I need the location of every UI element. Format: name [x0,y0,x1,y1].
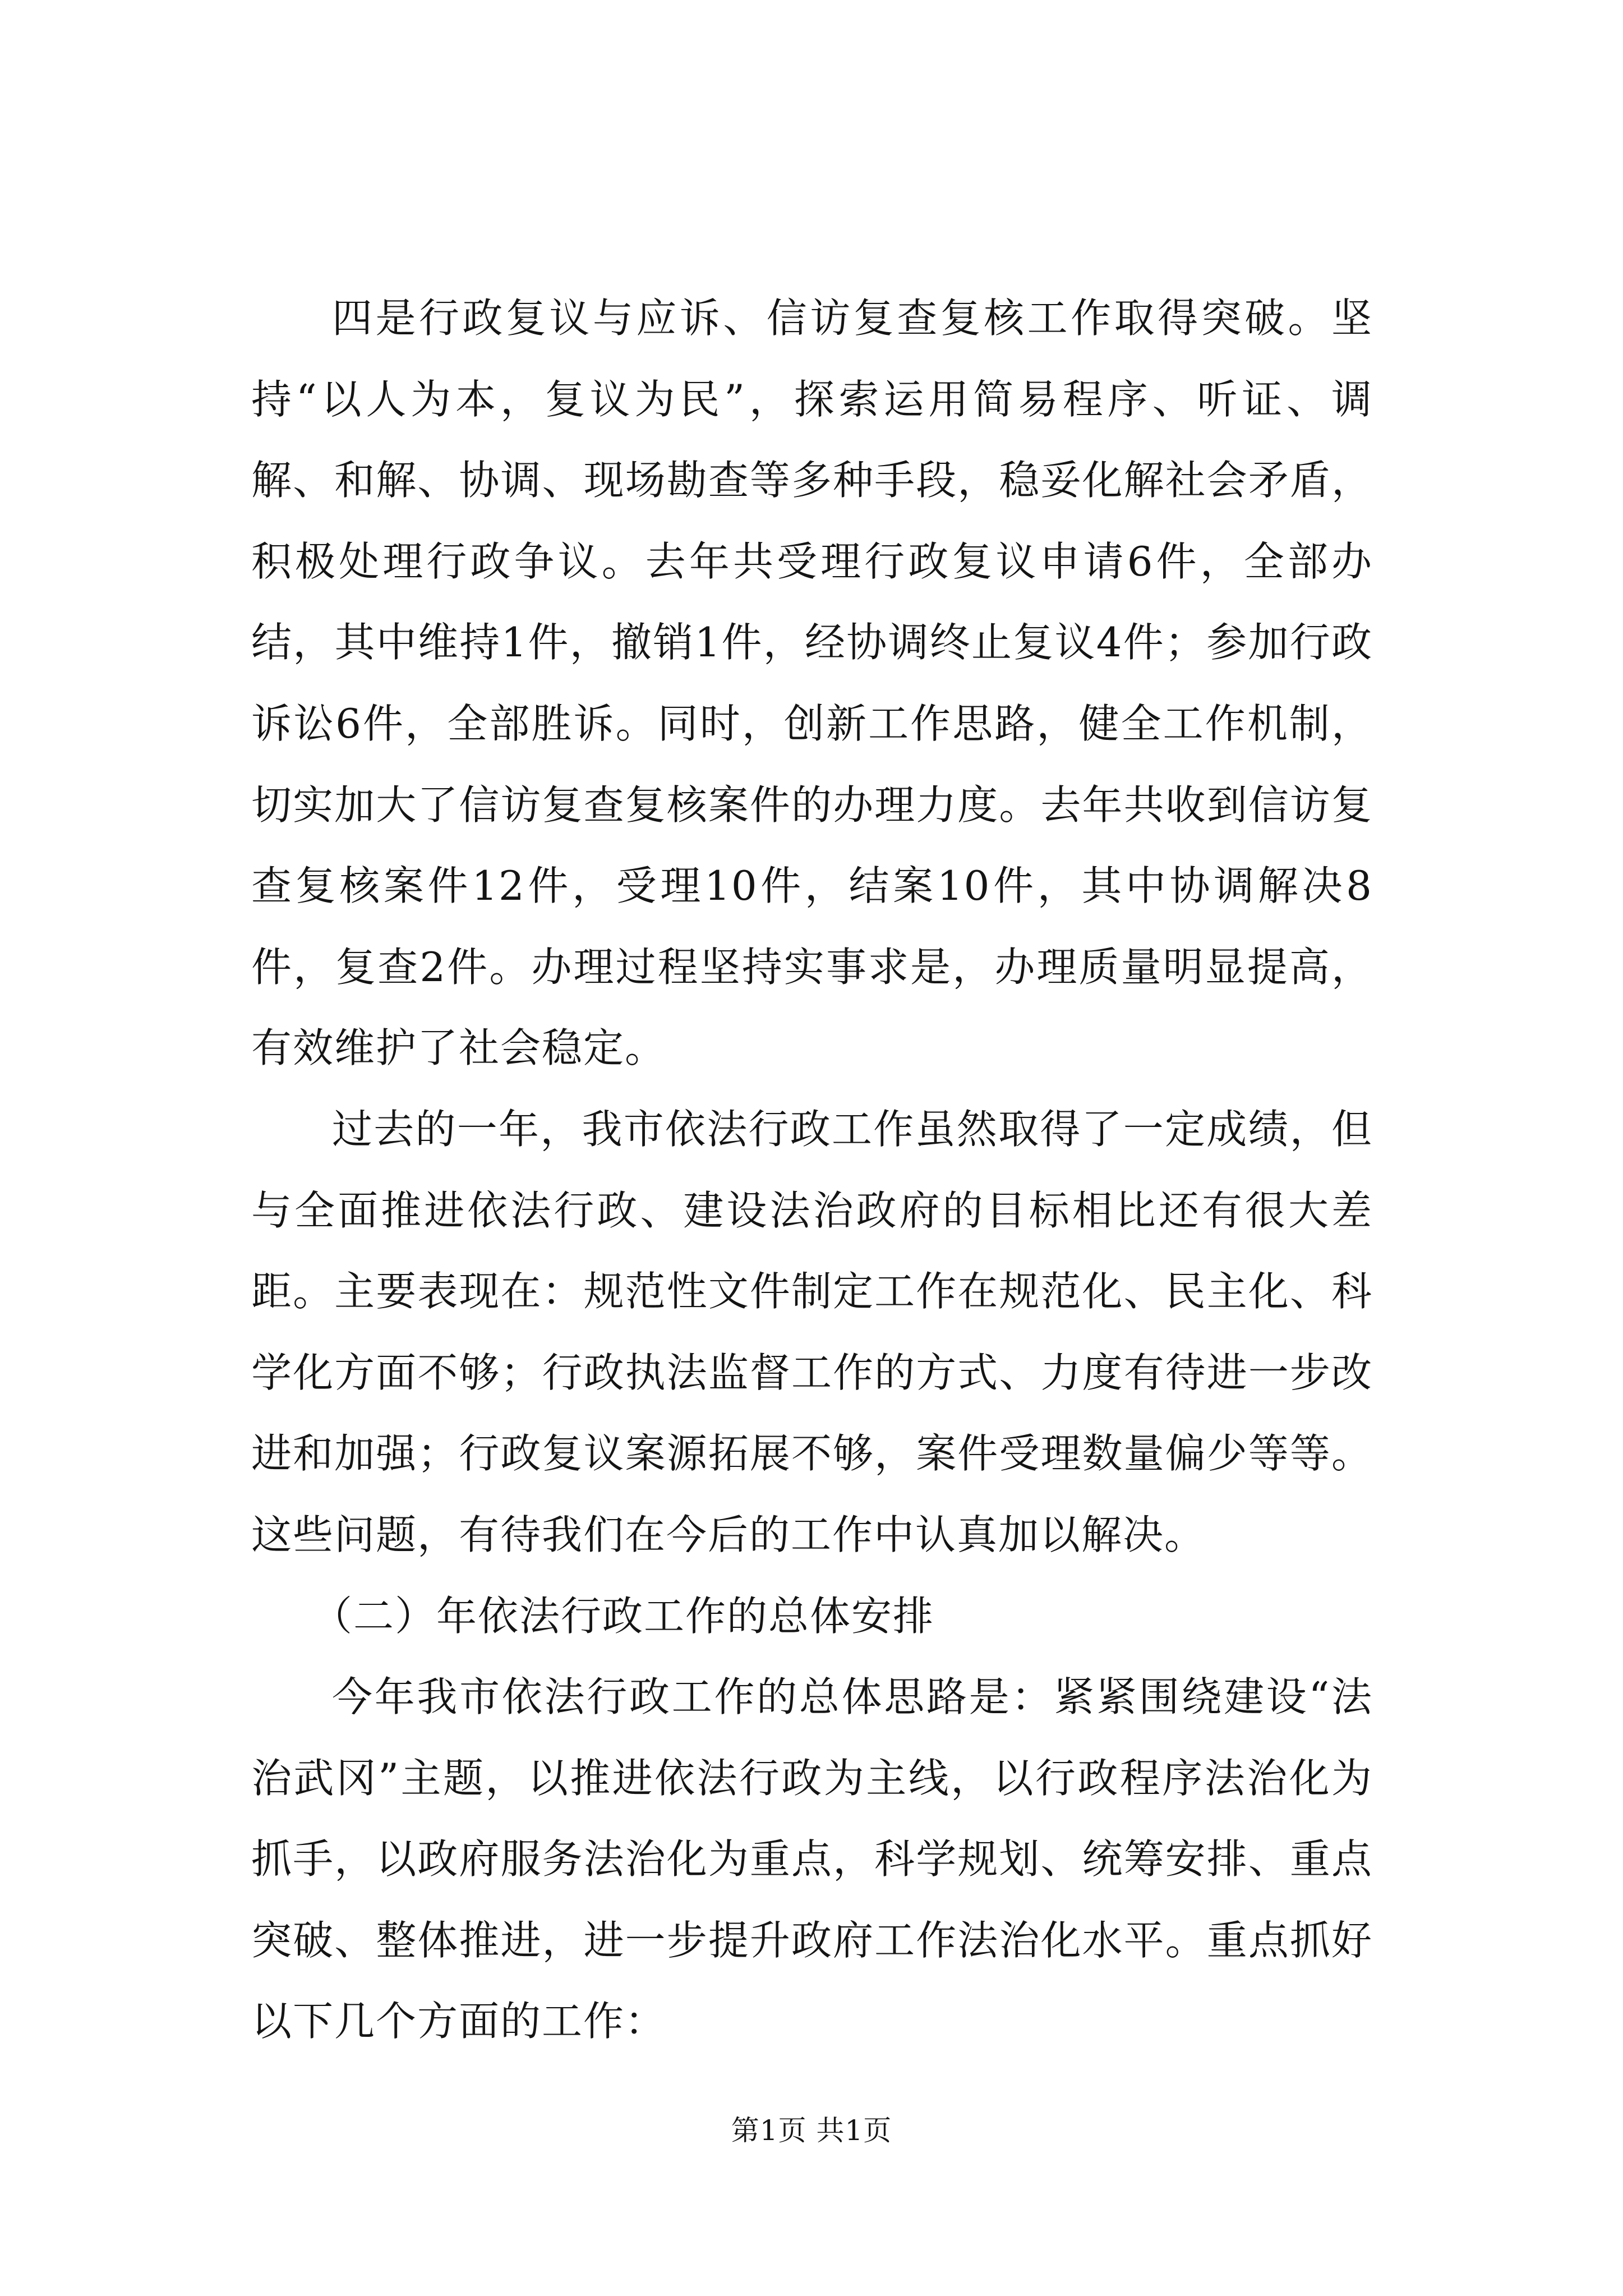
section-heading: （二）年依法行政工作的总体安排 [312,1592,935,1640]
document-body [251,278,1373,2062]
page-footer: 第1页 共1页 [731,2114,892,2147]
paragraph-overall-plan: 今年我市依法行政工作的总体思路是：紧紧围绕建设“法治武冈”主题，以推进依法行政为主线，以行政程序法治化为抓手，以政府服务法治化为重点，科学规划、统筹安排、重点突破、整体推进，进一步提升政府工作法治化水平。重点抓好以下几个方面的工作： [251,1673,1373,2045]
paragraph-shortcomings: 过去的一年，我市依法行政工作虽然取得了一定成绩，但与全面推进依法行政、建设法治政府的目标相比还有很大差距。主要表现在：规范性文件制定工作在规范化、民主化、科学化方面不够；行政执法监督工作的方式、力度有待进一步改进和加强；行政复议案源拓展不够，案件受理数量偏少等等。这些问题，有待我们在今后的工作中认真加以解决。 [251,1105,1373,1558]
paragraph-review-litigation: 四是行政复议与应诉、信访复查复核工作取得突破。坚持“以人为本，复议为民”，探索运用简易程序、听证、调解、和解、协调、现场勘查等多种手段，稳妥化解社会矛盾，积极处理行政争议。去年共受理行政复议申请6件，全部办结，其中维持1件，撤销1件，经协调终止复议4件；参加行政诉讼6件，全部胜诉。同时，创新工作思路，健全工作机制，切实加大了信访复查复核案件的办理力度。去年共收到信访复查复核案件12件，受理10件，结案10件，其中协调解决8件，复查2件。办理过程坚持实事求是，办理质量明显提高，有效维护了社会稳定。 [251,295,1373,1072]
